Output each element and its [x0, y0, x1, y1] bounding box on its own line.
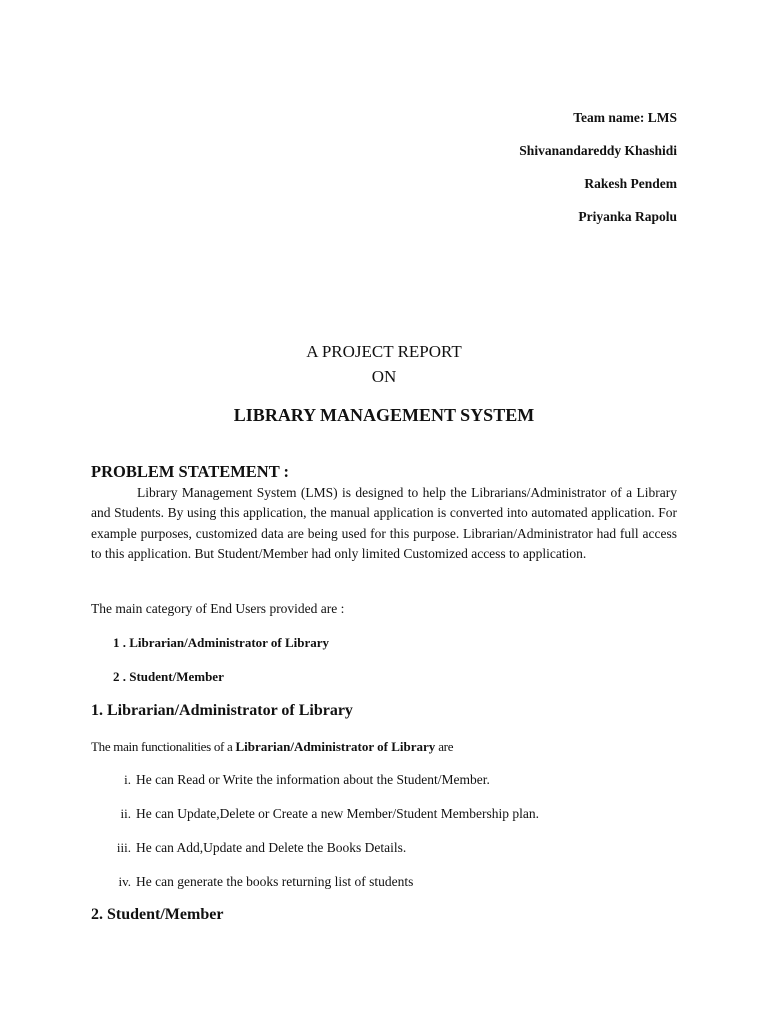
list-item	[116, 840, 407, 856]
end-user-item-1: 1 . Librarian/Administrator of Library	[113, 635, 330, 650]
report-title: LIBRARY MANAGEMENT SYSTEM	[233, 405, 535, 425]
team-member-2: Rakesh Pendem	[584, 176, 677, 191]
list-item-text: He can generate the books returning list of students	[136, 874, 414, 889]
list-item-number: iv.	[118, 874, 131, 889]
functionalities-suffix: are	[435, 739, 454, 754]
list-item	[120, 806, 539, 822]
list-item-text: He can Add,Update and Delete the Books Details.	[136, 840, 407, 855]
list-item-number: ii.	[120, 806, 131, 821]
report-heading-line2: ON	[371, 367, 397, 386]
functionalities-prefix: The main functionalities of a	[91, 739, 236, 754]
section-1-heading: 1. Librarian/Administrator of Library	[91, 702, 353, 719]
list-item	[118, 874, 414, 890]
list-item	[124, 772, 490, 788]
end-users-intro: The main category of End Users provided are :	[91, 601, 345, 616]
problem-statement-paragraph	[91, 483, 677, 565]
problem-statement-heading: PROBLEM STATEMENT :	[91, 462, 290, 481]
functionalities-bold: Librarian/Administrator of Library	[235, 739, 436, 754]
list-item-number: i.	[124, 772, 131, 787]
section-2-heading: 2. Student/Member	[91, 906, 224, 923]
report-heading-line1: A PROJECT REPORT	[306, 342, 462, 361]
problem-statement-text: Library Management System (LMS) is designed to help the Librarians/Administrator of a Library and Students. By using this application, the manual application is converted into automated application. For example purposes, customized data are being used for this purpose. Librarian/Administrator had full access to this application. But Student/Member had only limited Customized access to application.	[91, 485, 677, 562]
list-item-text: He can Update,Delete or Create a new Member/Student Membership plan.	[136, 806, 539, 821]
team-member-3: Priyanka Rapolu	[578, 209, 677, 224]
team-member-1: Shivanandareddy Khashidi	[519, 143, 677, 158]
team-name: Team name: LMS	[573, 110, 677, 125]
list-item-number: iii.	[116, 840, 131, 855]
list-item-text: He can Read or Write the information about the Student/Member.	[136, 772, 490, 787]
end-user-item-2: 2 . Student/Member	[113, 669, 224, 684]
functionalities-intro	[91, 739, 453, 755]
